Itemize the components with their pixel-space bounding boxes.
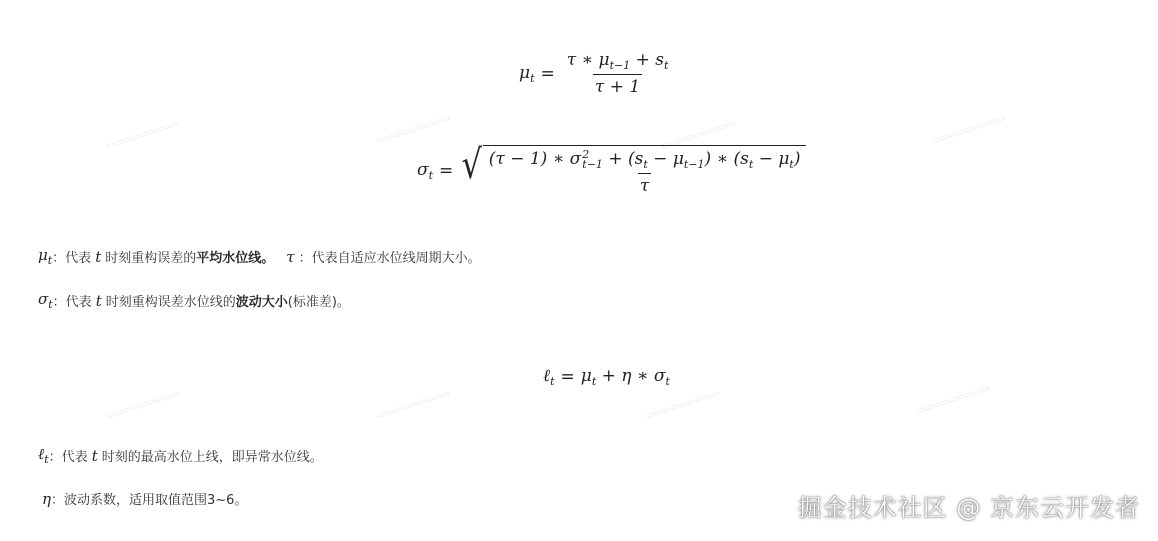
formula-sigma-numerator: (τ − 1) ∗ σ 2 t−1 + $(s_t - \mu_{t-1})$ ∗ $(s_t - \mu_t)$ (488, 147, 801, 171)
formula-sigma-denominator: τ (638, 173, 651, 196)
sigma-description-emphasis: 波动大小 (235, 295, 288, 310)
sigma-description (38, 290, 350, 311)
formula-mu (519, 50, 674, 97)
time-variable: t (95, 291, 102, 310)
time-variable: t (91, 446, 98, 465)
equals-sign: = (439, 160, 454, 181)
sqrt-icon: √ (461, 142, 483, 188)
background-watermark: ▭▭▭▭▭▭▭▭▭ (375, 388, 452, 422)
ell-description-suffix: 时刻的最高水位上线，即异常水位线。 (101, 450, 323, 465)
background-watermark: ▭▭▭▭▭▭▭▭▭ (915, 383, 992, 417)
formula-ell-lhs: ℓ$_t$ (543, 366, 555, 388)
formula-mu-lhs: $\mu_t$ (519, 62, 535, 85)
tau-description: ：代表自适应水位线周期大小。 (298, 251, 481, 266)
ell-description-prefix: ：代表 (48, 450, 88, 465)
formula-ell (543, 366, 670, 388)
formula-sigma-fraction (487, 149, 803, 196)
equals-sign: = (560, 367, 575, 387)
formula-sigma-sqrt (459, 142, 806, 196)
sigma-description-prefix: ：代表 (52, 295, 92, 310)
eta-symbol: η (42, 489, 51, 508)
tau-symbol: τ (286, 247, 295, 266)
ell-description (38, 445, 323, 466)
sigma-description-suffix: (标准差)。 (287, 295, 350, 310)
mu-description (38, 246, 481, 267)
mu-description-middle: 时刻重构误差的 (105, 251, 197, 266)
sigma-symbol: $\sigma_t$ (38, 290, 53, 311)
mu-symbol: $\mu_t$ (38, 246, 53, 267)
source-watermark: 掘金技术社区 @ 京东云开发者 (797, 494, 1140, 522)
formula-sigma (417, 142, 806, 196)
formula-mu-fraction (565, 50, 671, 97)
ell-symbol: ℓ$_t$ (38, 445, 49, 466)
formula-sigma-lhs: $\sigma_t$ (417, 159, 434, 182)
mu-description-prefix: ：代表 (52, 251, 92, 266)
formula-ell-rhs: $\mu_t + \eta$ ∗ $\sigma_t$ (580, 366, 670, 388)
time-variable: t (95, 247, 102, 266)
background-watermark: ▭▭▭▭▭▭▭▭▭ (660, 118, 737, 152)
background-watermark: ▭▭▭▭▭▭▭▭▭ (375, 113, 452, 147)
background-watermark: ▭▭▭▭▭▭▭▭▭ (930, 113, 1007, 147)
background-watermark: ▭▭▭▭▭▭▭▭▭ (105, 118, 182, 152)
formula-mu-numerator: τ ∗ $\mu_{t-1} + s_t$ (566, 50, 669, 72)
background-watermark: ▭▭▭▭▭▭▭▭▭ (105, 388, 182, 422)
formula-mu-denominator: τ + 1 (593, 74, 642, 97)
eta-description (38, 489, 247, 508)
mu-description-emphasis: 平均水位线。 (196, 251, 275, 266)
background-watermark: ▭▭▭▭▭▭▭▭▭ (645, 388, 722, 422)
eta-description-text: ：波动系数，适用取值范围3~6。 (51, 493, 248, 508)
equals-sign: = (540, 63, 555, 84)
sigma-description-middle: 时刻重构误差水位线的 (105, 295, 236, 310)
